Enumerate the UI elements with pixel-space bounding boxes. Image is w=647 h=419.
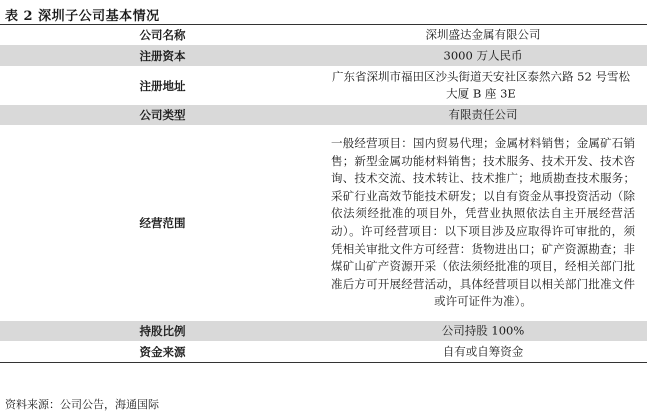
row-value: 一般经营项目：国内贸易代理；金属材料销售；金属矿石销售；新型金属功能材料销售；技术服务、技术开发、技术咨询、技术交流、技术转让、技术推广；地质勘查技术服务；采矿行业高效节能技术研发；以自有资金从事投资活动（除依法须经批准的项目外，凭营业执照依法自主开展经营活动）。许可经营项目：以下项目涉及应取得许可审批的，须凭相关审批文件方可经营：货物进出口；矿产资源勘查；非煤矿山矿产资源开采（依法须经批准的项目，经相关部门批准后方可开展经营活动，具体经营项目以相关部门批准文件或许可证件为准）。 — [331, 136, 635, 309]
row-value: 3000 万人民币 — [443, 47, 523, 62]
row-label: 资金来源 — [139, 344, 186, 359]
table-row-fund-source — [0, 341, 647, 363]
company-info-table — [0, 24, 647, 363]
table-row-business-scope — [0, 125, 647, 321]
row-value: 有限责任公司 — [448, 107, 518, 122]
row-value: 自有或自筹资金 — [442, 343, 524, 358]
row-label: 公司名称 — [139, 28, 186, 42]
table-row-company-type — [0, 105, 647, 125]
row-label: 注册资本 — [139, 48, 186, 63]
row-label: 公司类型 — [139, 108, 186, 122]
row-label: 注册地址 — [139, 78, 186, 93]
source-note: 资料来源：公司公告，海通国际 — [5, 398, 159, 411]
row-value: 公司持股 100% — [441, 323, 525, 338]
table-row-shareholding — [0, 321, 647, 341]
table-row-registered-address — [0, 66, 647, 105]
table-title: 表 2 深圳子公司基本情况 — [5, 9, 160, 24]
row-value: 深圳盛达金属有限公司 — [425, 27, 541, 42]
table-row-company-name — [0, 25, 647, 45]
row-value: 广东省深圳市福田区沙头街道天安社区泰然六路 52 号雪松大厦 B 座 3E — [332, 69, 630, 101]
table-row-registered-capital — [0, 45, 647, 66]
row-label: 经营范围 — [139, 216, 186, 230]
row-label: 持股比例 — [139, 324, 186, 338]
